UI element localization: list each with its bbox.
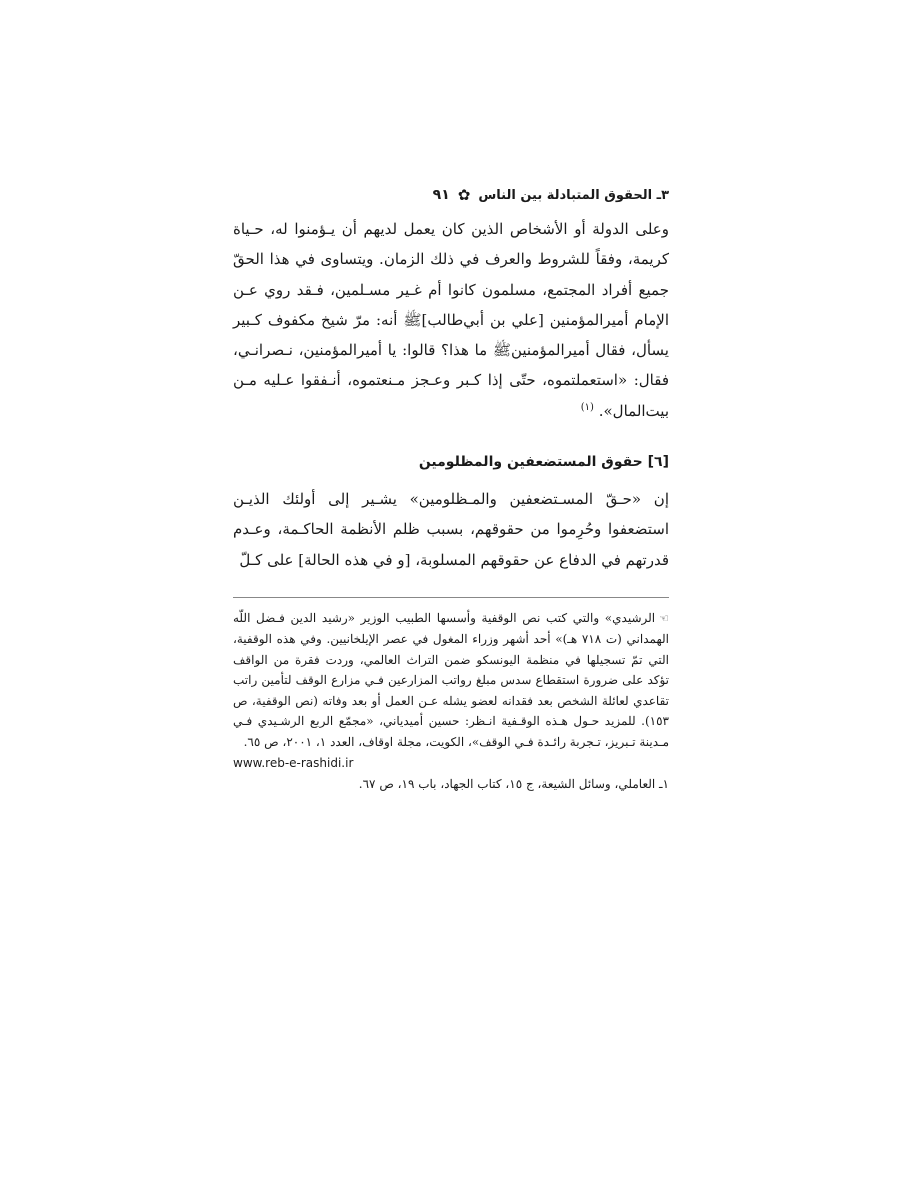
footnote-continuation xyxy=(233,608,669,753)
paragraph-1-text: وعلى الدولة أو الأشخاص الذين كان يعمل لديهم أن يـؤمنوا له، حـياة كريمة، وفقاً للشروط والعرف في ذلك الزمان. ويتساوى في هذا الحقّ جميع أفراد المجتمع، مسلمون كانوا أم غـير مسـلمين، فـقد روي عـن الإمام أميرالمؤمنين [علي بن أبي‌طالب]ﷺ أنه: مرّ شيخ مكفوف كـبير يسأل، فقال أميرالمؤمنينﷺ ما هذا؟ قالوا: يا أميرالمؤمنين، نـصرانـي، فقال: «استعملتموه، حتّى إذا كـبر وعـجز مـنعتموه، أنـفقوا عـليه مـن بيت‌المال». xyxy=(233,220,669,420)
footnote-divider xyxy=(233,597,669,598)
page-number: ٩١ xyxy=(432,187,450,203)
flower-ornament-icon: ✿ xyxy=(457,185,471,204)
footnote-reference: (١) xyxy=(580,401,594,413)
chapter-title: ٣ـ الحقوق المتبادلة بين الناس xyxy=(478,187,669,203)
section-heading: [٦] حقوق المستضعفين والمظلومين xyxy=(418,454,669,471)
paragraph-1 xyxy=(233,214,669,426)
running-header xyxy=(233,180,669,210)
book-page xyxy=(233,180,669,794)
paragraph-2: إن «حـقّ المسـتضعفين والمـظلومين» يشـير إلى أولئك الذيـن استضعفوا وحُرِموا من حقوقهم، بسبب ظلم الأنظمة الحاكـمة، وعـدم قدرتهم في الدفاع عن حقوقهم المسلوبة، [و في هذه الحالة] على كـلّ xyxy=(233,490,669,569)
website-url: www.reb-e-rashidi.ir xyxy=(233,756,354,771)
pointing-hand-icon: ☜ xyxy=(659,611,669,625)
footnote-1: ١ـ العاملي، وسائل الشيعة، ج ١٥، كتاب الجهاد، باب ١٩، ص ٦٧. xyxy=(358,777,669,792)
footnote-continuation-text: الرشيدي» والتي كتب نص الوقفية وأسسها الطبيب الوزير «رشيد الدين فـضل اللّه الهمداني (ت ٧١٨ هـ)» أحد أشهر وزراء المغول في عصر الإيلخانيين. وفي هذه الوقفية، التي تمّ تسجيلها في منظمة اليونسكو ضمن التراث العالمي، وردت فقرة من الواقف تؤكد على ضرورة استقطاع سدس مبلغ رواتب المزارعين فـي مزارع الوقف لتأمين راتب تقاعدي لعائلة الشخص بعد فقدانه لعضو يشله عـن العمل أو بعد وفاته (نص الوقفية، ص ١٥٣). للمزيد حـول هـذه الوقـفية انـظر: حسين أميدياني، «مجمّع الربع الرشـيدي فـي مـدينة تـبريز، تـجربة رائـدة فـي الوقف»، الكويت، مجلة اوقاف، العدد ١، ٢٠٠١، ص ٦٥. xyxy=(233,610,669,749)
